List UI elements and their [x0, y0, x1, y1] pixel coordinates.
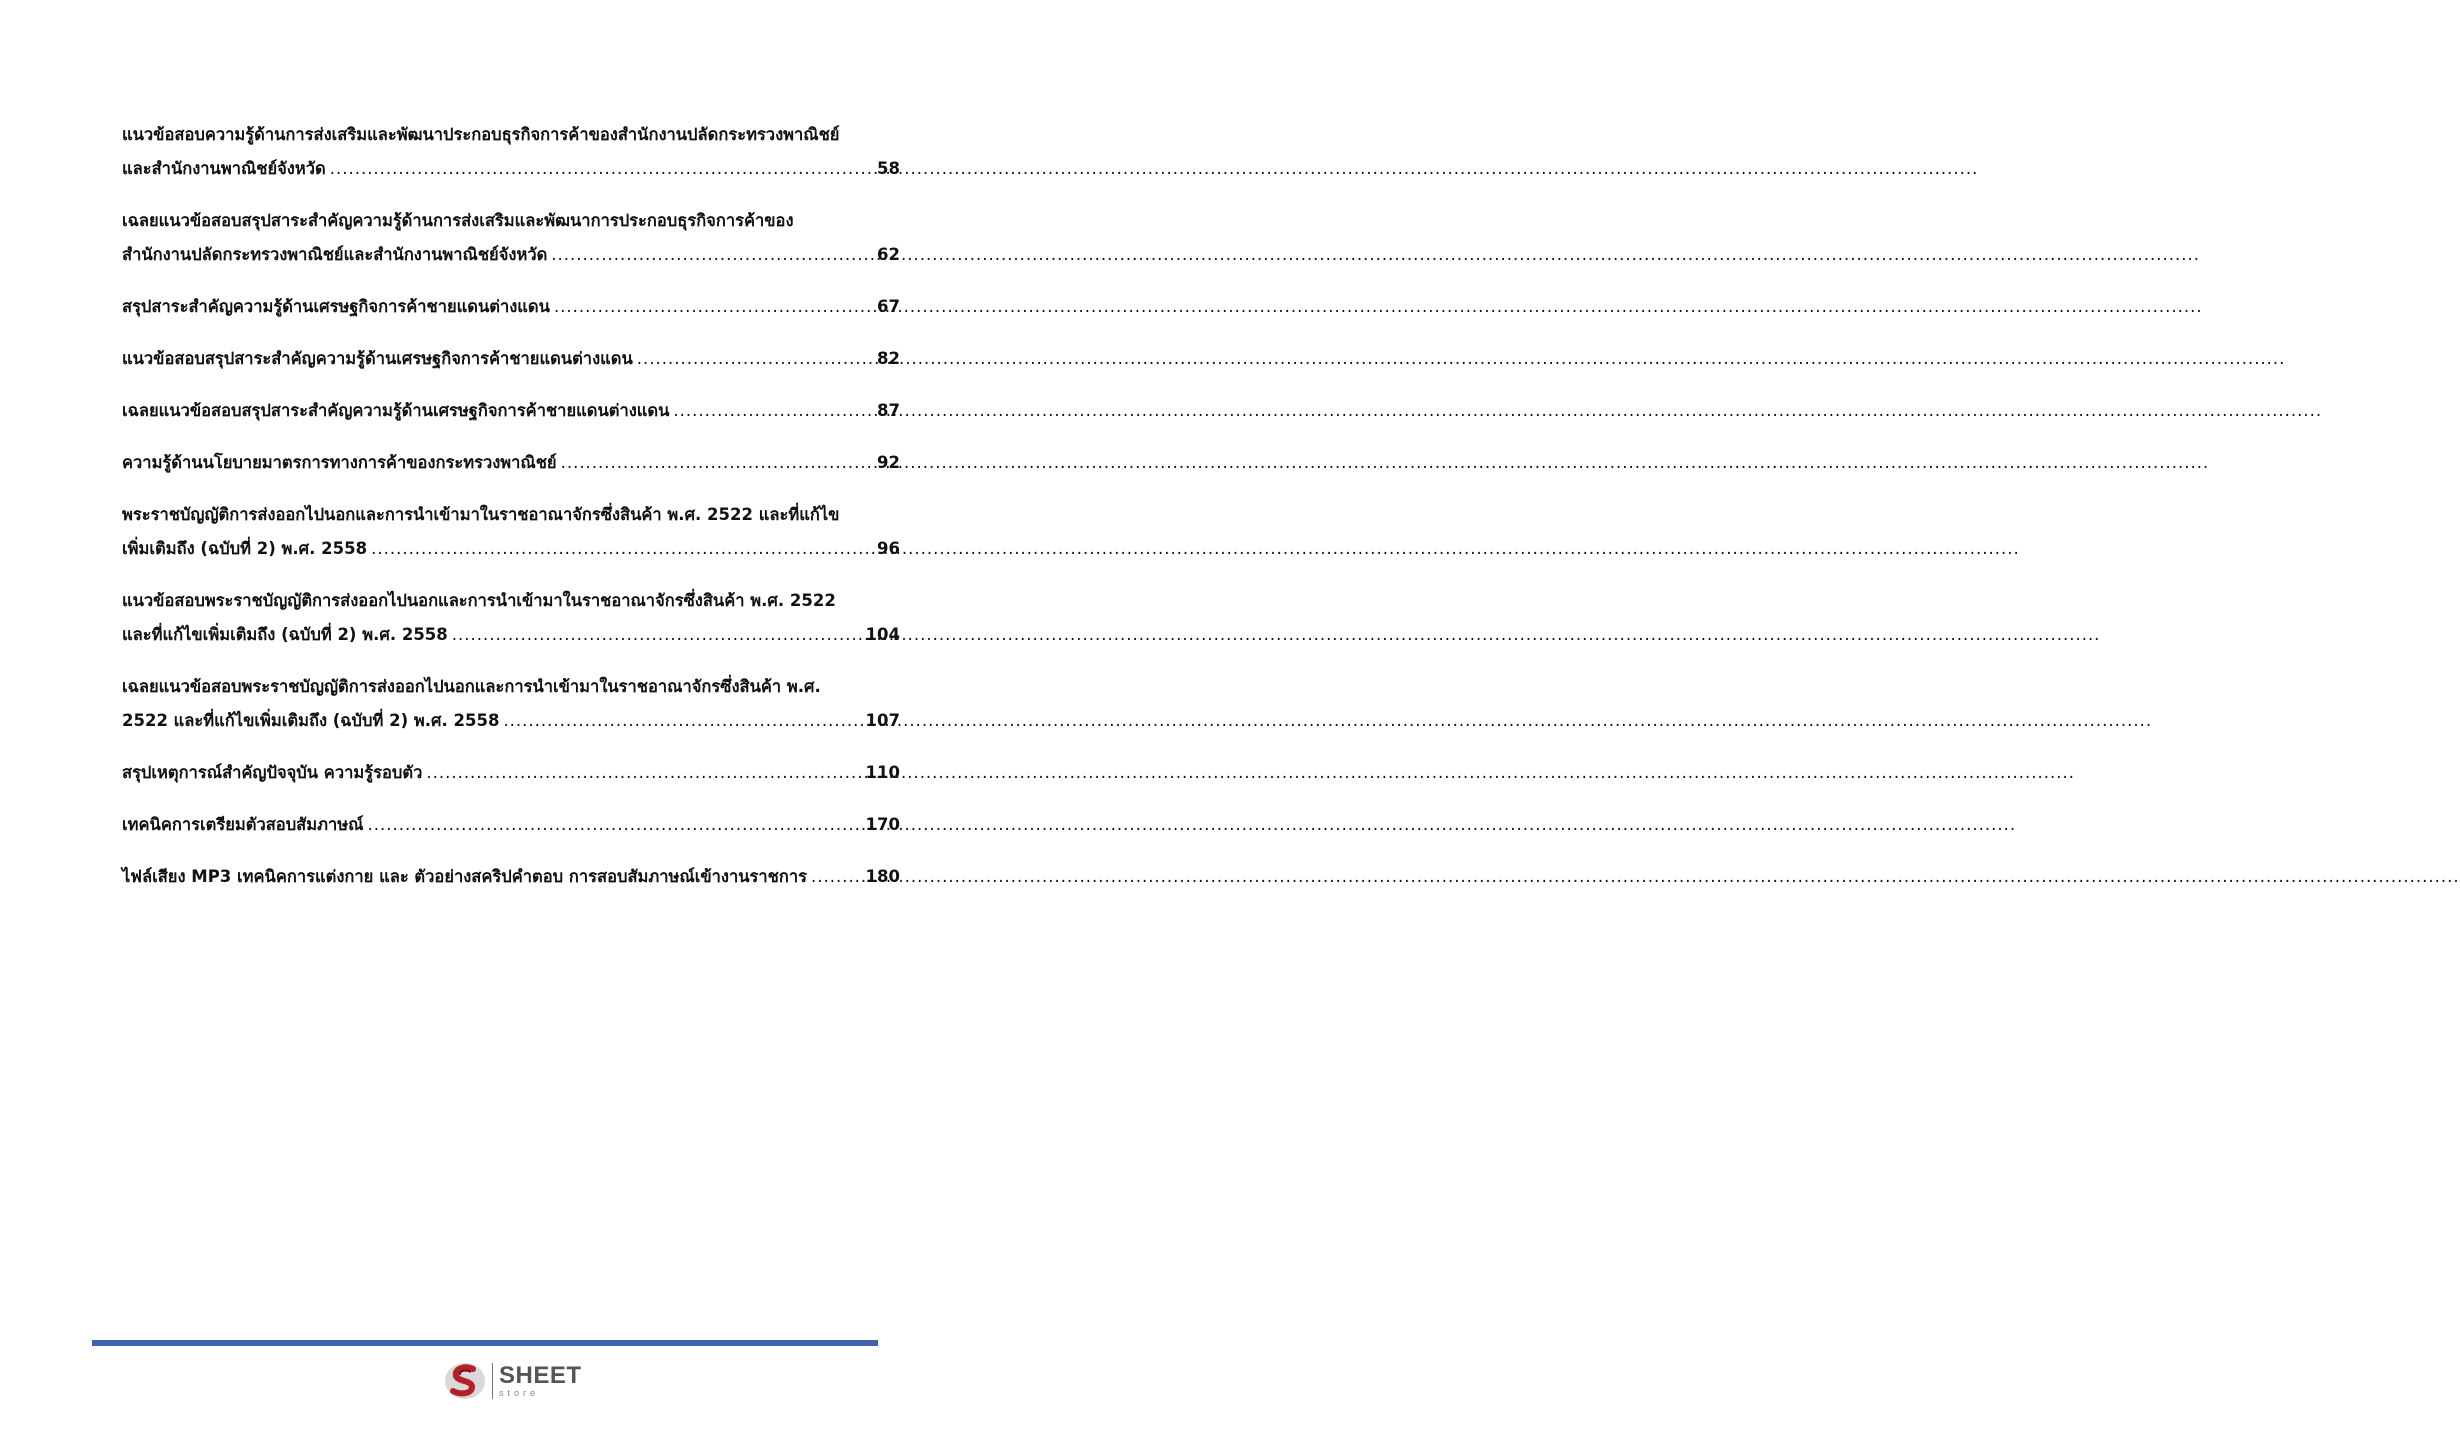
toc-entry[interactable] [122, 860, 900, 894]
dot-leader [811, 860, 862, 894]
toc-entry-title: พระราชบัญญัติการส่งออกไปนอกและการนำเข้ามาในราชอาณาจักรซึ่งสินค้า พ.ศ. 2522 และที่แก้ไข [122, 505, 840, 524]
toc-entry-last-line [122, 756, 900, 790]
logo-text [499, 1364, 582, 1398]
logo-divider [492, 1363, 493, 1399]
toc-entry-title: สรุปเหตุการณ์สำคัญปัจจุบัน ความรู้รอบตัว [122, 763, 423, 782]
toc-page-number: 110 [865, 763, 900, 782]
toc-entry-line [122, 584, 900, 618]
logo-subtext: store [499, 1388, 540, 1398]
dot-leader [673, 394, 873, 428]
toc-entry[interactable] [122, 808, 900, 842]
toc-entry-line [122, 498, 900, 532]
toc-entry-title: เทคนิคการเตรียมตัวสอบสัมภาษณ์ [122, 815, 364, 834]
toc-page-number: 87 [877, 401, 900, 420]
toc-entry-last-line [122, 152, 900, 186]
toc-entry-title: เพิ่มเติมถึง (ฉบับที่ 2) พ.ศ. 2558 [122, 539, 368, 558]
toc-entry[interactable] [122, 446, 900, 480]
toc-entry-line [122, 204, 900, 238]
toc-page-number: 104 [865, 625, 900, 644]
dot-leader [367, 808, 861, 842]
dot-leader [426, 756, 861, 790]
dot-leader [561, 446, 873, 480]
toc-entry-title: แนวข้อสอบพระราชบัญญัติการส่งออกไปนอกและการนำเข้ามาในราชอาณาจักรซึ่งสินค้า พ.ศ. 2522 [122, 591, 836, 610]
toc-entry-title: แนวข้อสอบความรู้ด้านการส่งเสริมและพัฒนาประกอบธุรกิจการค้าของสำนักงานปลัดกระทรวงพาณิชย์ [122, 125, 840, 144]
toc-entry-last-line [122, 342, 900, 376]
toc-page-number: 62 [877, 245, 900, 264]
toc-entry-title: สำนักงานปลัดกระทรวงพาณิชย์และสำนักงานพาณิชย์จังหวัด [122, 245, 548, 264]
sheet-store-logo [442, 1361, 582, 1401]
toc-entry-title: เฉลยแนวข้อสอบสรุปสาระสำคัญความรู้ด้านการส่งเสริมและพัฒนาการประกอบธุรกิจการค้าของ [122, 211, 794, 230]
toc-entry-title: และที่แก้ไขเพิ่มเติมถึง (ฉบับที่ 2) พ.ศ. 2558 [122, 625, 448, 644]
toc-entry-title: สรุปสาระสำคัญความรู้ด้านเศรษฐกิจการค้าชายแดนต่างแดน [122, 297, 550, 316]
dot-leader [330, 152, 873, 186]
toc-entry-title: แนวข้อสอบสรุปสาระสำคัญความรู้ด้านเศรษฐกิจการค้าชายแดนต่างแดน [122, 349, 633, 368]
toc-entry-title: เฉลยแนวข้อสอบสรุปสาระสำคัญความรู้ด้านเศรษฐกิจการค้าชายแดนต่างแดน [122, 401, 670, 420]
toc-page-number: 67 [877, 297, 900, 316]
toc-entry-title: และสำนักงานพาณิชย์จังหวัด [122, 159, 326, 178]
toc-page-number: 180 [865, 867, 900, 886]
toc-page-number: 96 [877, 539, 900, 558]
sheet-store-s-logo-icon [442, 1360, 488, 1402]
toc-entry[interactable] [122, 498, 900, 566]
toc-entry[interactable] [122, 290, 900, 324]
table-of-contents [122, 118, 900, 912]
toc-entry[interactable] [122, 342, 900, 376]
toc-entry[interactable] [122, 584, 900, 652]
toc-entry-title: ความรู้ด้านนโยบายมาตรการทางการค้าของกระทรวงพาณิชย์ [122, 453, 557, 472]
dot-leader [371, 532, 873, 566]
toc-entry-title: เฉลยแนวข้อสอบพระราชบัญญัติการส่งออกไปนอกและการนำเข้ามาในราชอาณาจักรซึ่งสินค้า พ.ศ. [122, 677, 821, 696]
toc-entry[interactable] [122, 670, 900, 738]
toc-page-number: 92 [877, 453, 900, 472]
toc-entry-last-line [122, 446, 900, 480]
toc-entry-last-line [122, 808, 900, 842]
toc-entry-line [122, 670, 900, 704]
dot-leader [452, 618, 862, 652]
toc-entry-last-line [122, 238, 900, 272]
toc-entry-last-line [122, 290, 900, 324]
toc-entry-last-line [122, 860, 900, 894]
toc-entry[interactable] [122, 394, 900, 428]
toc-entry-line [122, 118, 900, 152]
toc-entry-title: ไฟล์เสียง MP3 เทคนิคการแต่งกาย และ ตัวอย่างสคริปคำตอบ การสอบสัมภาษณ์เข้างานราชการ [122, 867, 807, 886]
toc-entry-last-line [122, 532, 900, 566]
toc-entry[interactable] [122, 756, 900, 790]
toc-page-number: 107 [865, 711, 900, 730]
footer-rule [92, 1340, 878, 1346]
toc-page-number: 58 [877, 159, 900, 178]
toc-entry[interactable] [122, 118, 900, 186]
logo-wordmark: SHEET [499, 1362, 582, 1389]
toc-page-number: 170 [865, 815, 900, 834]
toc-entry-last-line [122, 394, 900, 428]
toc-entry-last-line [122, 618, 900, 652]
toc-entry-last-line [122, 704, 900, 738]
dot-leader [554, 290, 873, 324]
toc-entry-title: 2522 และที่แก้ไขเพิ่มเติมถึง (ฉบับที่ 2) พ.ศ. 2558 [122, 711, 500, 730]
dot-leader [503, 704, 861, 738]
dot-leader [551, 238, 873, 272]
toc-entry[interactable] [122, 204, 900, 272]
toc-page-number: 82 [877, 349, 900, 368]
dot-leader [637, 342, 873, 376]
